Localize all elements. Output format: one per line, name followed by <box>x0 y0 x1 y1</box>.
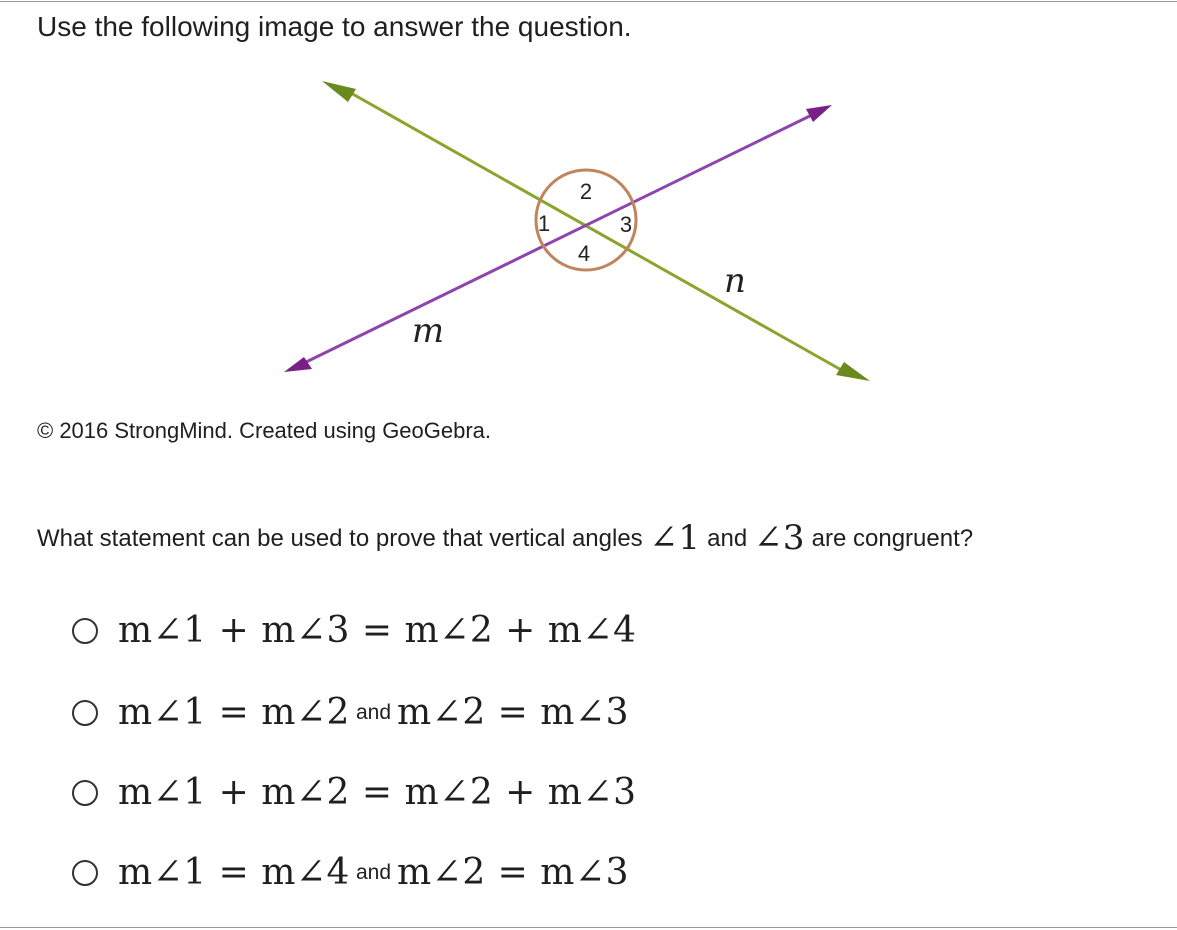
radio-button[interactable] <box>72 780 98 806</box>
arrow-m-start-icon <box>284 357 312 372</box>
question-middle: and <box>707 525 748 552</box>
angle-label-2: 2 <box>579 179 593 204</box>
answer-option-4[interactable] <box>72 852 629 893</box>
line-m <box>300 112 818 365</box>
answer-option-1[interactable] <box>72 610 636 651</box>
radio-button[interactable] <box>72 700 98 726</box>
top-divider <box>0 1 1177 2</box>
option-expression: m∠2 = m∠3 <box>397 692 629 733</box>
angle-label-1: 1 <box>537 211 551 236</box>
option-connector: and <box>355 700 392 724</box>
arrow-n-start-icon <box>322 81 356 102</box>
arrow-n-end-icon <box>836 362 870 381</box>
angle-label-3: 3 <box>619 212 633 237</box>
question-text <box>37 518 973 558</box>
answer-option-label <box>118 852 629 893</box>
answer-option-label <box>118 772 636 813</box>
option-expression: m∠1 + m∠3 = m∠2 + m∠4 <box>118 610 637 651</box>
option-expression: m∠1 = m∠2 <box>118 692 350 733</box>
line-label-m: m <box>411 311 445 351</box>
image-credit: © 2016 StrongMind. Created using GeoGebra. <box>37 418 492 443</box>
answer-option-2[interactable] <box>72 692 629 733</box>
question-suffix: are congruent? <box>811 525 974 552</box>
arrow-m-end-icon <box>806 105 832 122</box>
answer-option-3[interactable] <box>72 772 636 813</box>
question-angle-b: ∠3 <box>753 518 805 558</box>
angle-label-4: 4 <box>577 241 591 266</box>
option-expression: m∠1 + m∠2 = m∠2 + m∠3 <box>118 772 637 813</box>
instruction-text: Use the following image to answer the question. <box>37 11 632 42</box>
question-angle-a: ∠1 <box>649 518 701 558</box>
vertical-angles-figure <box>270 75 890 395</box>
radio-button[interactable] <box>72 860 98 886</box>
radio-button[interactable] <box>72 618 98 644</box>
option-expression: m∠1 = m∠4 <box>118 852 350 893</box>
bottom-divider <box>0 927 1177 928</box>
answer-option-label <box>118 692 629 733</box>
option-expression: m∠2 = m∠3 <box>397 852 629 893</box>
question-prefix: What statement can be used to prove that vertical angles <box>37 525 643 552</box>
line-label-n: n <box>724 261 746 301</box>
answer-option-label <box>118 610 636 651</box>
option-connector: and <box>355 860 392 884</box>
